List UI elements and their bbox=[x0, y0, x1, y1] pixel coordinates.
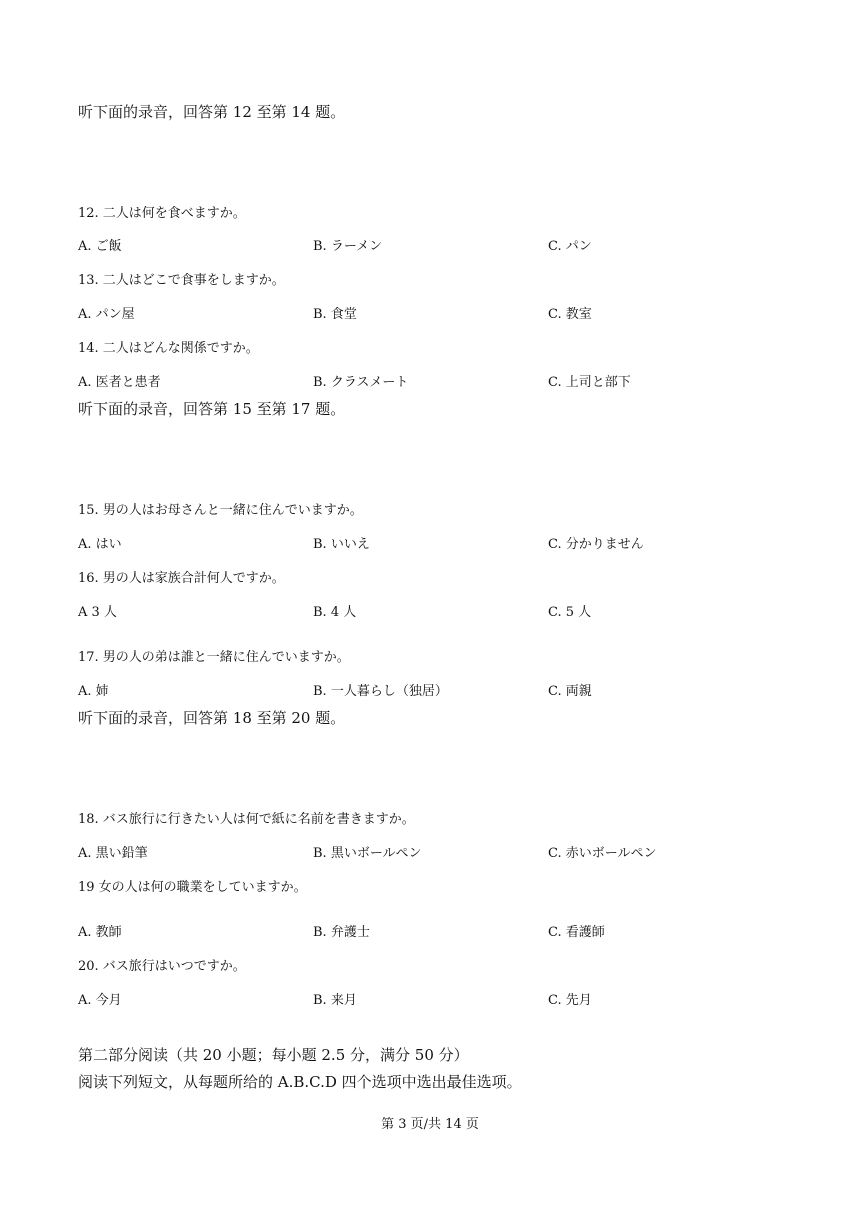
option-a: A. 姉 bbox=[78, 684, 109, 699]
question-15: 15. 男の人はお母さんと一緒に住んでいますか。 bbox=[78, 503, 363, 518]
option-b: B. 食堂 bbox=[313, 307, 357, 322]
option-a: A. ご飯 bbox=[78, 239, 122, 254]
part2-instruction: 阅读下列短文，从每题所给的 A.B.C.D 四个选项中选出最佳选项。 bbox=[78, 1073, 522, 1091]
option-c: C. 上司と部下 bbox=[548, 375, 631, 390]
option-b: B. 黒いボールペン bbox=[313, 846, 422, 861]
option-a: A. 今月 bbox=[78, 993, 122, 1008]
part2-title: 第二部分阅读（共 20 小题；每小题 2.5 分，满分 50 分） bbox=[78, 1046, 469, 1064]
option-b: B. 来月 bbox=[313, 993, 357, 1008]
question-14: 14. 二人はどんな関係ですか。 bbox=[78, 341, 259, 356]
section-heading: 听下面的录音，回答第 18 至第 20 题。 bbox=[78, 709, 346, 727]
option-b: B. 一人暮らし（独居） bbox=[313, 684, 448, 699]
option-a: A. 教師 bbox=[78, 925, 122, 940]
option-b: B. クラスメート bbox=[313, 375, 409, 390]
option-b: B. 弁護士 bbox=[313, 925, 370, 940]
section-heading: 听下面的录音，回答第 12 至第 14 题。 bbox=[78, 103, 346, 121]
page-footer: 第 3 页/共 14 页 bbox=[381, 1117, 479, 1132]
option-c: C. 赤いボールペン bbox=[548, 846, 657, 861]
option-b: B. 4 人 bbox=[313, 605, 357, 620]
question-19: 19 女の人は何の職業をしていますか。 bbox=[78, 880, 307, 895]
option-c: C. 看護師 bbox=[548, 925, 605, 940]
option-a: A. パン屋 bbox=[78, 307, 135, 322]
option-b: B. いいえ bbox=[313, 537, 370, 552]
question-16: 16. 男の人は家族合計何人ですか。 bbox=[78, 571, 285, 586]
option-c: C. 教室 bbox=[548, 307, 592, 322]
question-18: 18. バス旅行に行きたい人は何で紙に名前を書きますか。 bbox=[78, 812, 415, 827]
section-heading: 听下面的录音，回答第 15 至第 17 题。 bbox=[78, 400, 346, 418]
option-c: C. 両親 bbox=[548, 684, 592, 699]
question-20: 20. バス旅行はいつですか。 bbox=[78, 959, 246, 974]
option-c: C. 先月 bbox=[548, 993, 592, 1008]
option-b: B. ラーメン bbox=[313, 239, 383, 254]
option-a: A. 黒い鉛筆 bbox=[78, 846, 148, 861]
question-12: 12. 二人は何を食べますか。 bbox=[78, 206, 246, 221]
option-c: C. パン bbox=[548, 239, 592, 254]
option-a: A 3 人 bbox=[78, 605, 117, 620]
option-a: A. はい bbox=[78, 537, 122, 552]
option-c: C. 分かりません bbox=[548, 537, 644, 552]
option-c: C. 5 人 bbox=[548, 605, 592, 620]
option-a: A. 医者と患者 bbox=[78, 375, 161, 390]
question-13: 13. 二人はどこで食事をしますか。 bbox=[78, 273, 285, 288]
question-17: 17. 男の人の弟は誰と一緒に住んでいますか。 bbox=[78, 650, 350, 665]
